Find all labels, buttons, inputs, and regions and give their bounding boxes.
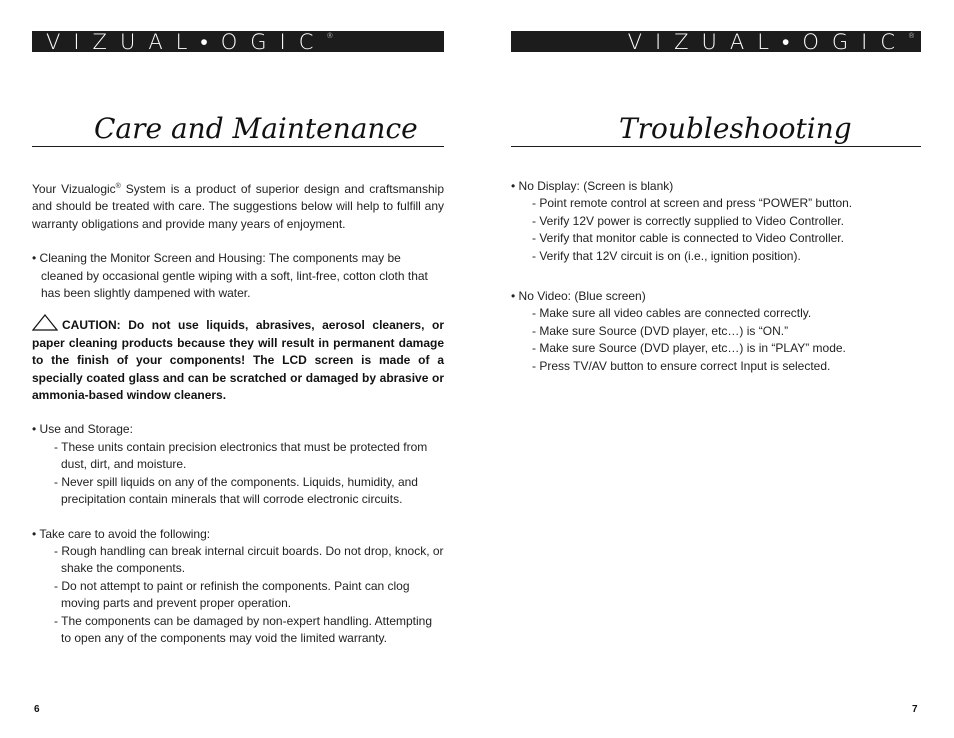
page-number-right: 7 <box>912 704 918 715</box>
care-maintenance-title: Care and Maintenance <box>32 108 444 147</box>
list-item: - The components can be damaged by non-expert handling. Attempting to open any of the components may void the limited warranty. <box>54 613 433 645</box>
avoid-heading: • Take care to avoid the following: <box>32 526 211 541</box>
list-item: - Do not attempt to paint or refinish the components. Paint can clog moving parts and prevent proper operation. <box>54 578 410 611</box>
intro-paragraph: Your Vizualogic® System is a product of superior design and craftsmanship and should be treated with care. The suggestions below will help to fulfill any warranty obligations and provide many years of enjoyment. <box>32 182 444 231</box>
cleaning-paragraph: • Cleaning the Monitor Screen and Housing: The components may be cleaned by occasional gentle wiping with a soft, lint-free, cotton cloth that has been slightly dampened with water. <box>32 251 428 301</box>
list-item: - Press TV/AV button to ensure correct Input is selected. <box>532 358 831 373</box>
troubleshooting-title: Troubleshooting <box>511 108 921 147</box>
right-page-body <box>511 178 921 375</box>
left-page-body <box>32 178 444 647</box>
list-item: - Never spill liquids on any of the components. Liquids, humidity, and precipitation contain minerals that will corrode electronic circuits. <box>54 474 418 507</box>
brand-logo-right: VIZUAL•OGIC® <box>627 30 915 54</box>
list-item: - Rough handling can break internal circuit boards. Do not drop, knock, or shake the components. <box>54 543 444 576</box>
list-item: - Verify that 12V circuit is on (i.e., ignition position). <box>532 248 801 263</box>
list-item: - Make sure Source (DVD player, etc…) is “ON.” <box>532 323 789 338</box>
no-display-heading: • No Display: (Screen is blank) <box>511 179 674 193</box>
use-storage-heading: • Use and Storage: <box>32 422 133 437</box>
header-banner-right <box>511 31 921 52</box>
list-item: - Make sure Source (DVD player, etc…) is in “PLAY” mode. <box>532 341 846 356</box>
list-item: - Point remote control at screen and press “POWER” button. <box>532 196 853 211</box>
page-number-left: 6 <box>34 704 40 715</box>
list-item: - Make sure all video cables are connected correctly. <box>532 306 812 321</box>
header-banner-left <box>32 31 444 52</box>
brand-logo-left: VIZUAL•OGIC® <box>46 30 334 54</box>
warning-triangle-icon <box>32 314 58 331</box>
list-item: - These units contain precision electronics that must be protected from dust, dirt, and moisture. <box>54 439 428 472</box>
list-item: - Verify 12V power is correctly supplied to Video Controller. <box>532 213 844 228</box>
list-item: - Verify that monitor cable is connected to Video Controller. <box>532 231 844 246</box>
no-video-heading: • No Video: (Blue screen) <box>511 289 646 304</box>
caution-paragraph: CAUTION: Do not use liquids, abrasives, aerosol cleaners, or paper cleaning products because they will result in permanent damage to the finish of your components! The LCD screen is made of a specially coated glass and can be scratched or damaged by abrasive or ammonia-based window cleaners. <box>32 314 444 404</box>
